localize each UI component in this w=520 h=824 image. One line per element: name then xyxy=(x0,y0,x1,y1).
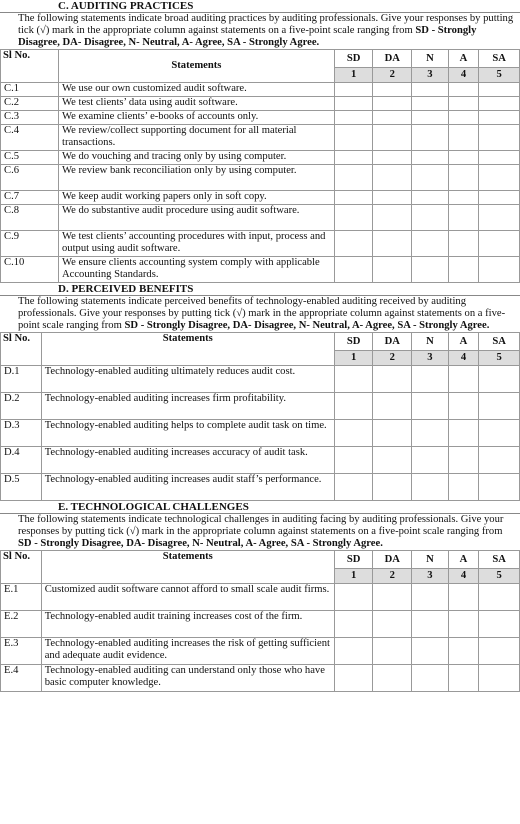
statement-text: We do substantive audit procedure using audit software. xyxy=(59,205,335,231)
table-row xyxy=(1,257,520,283)
response-cell-a[interactable] xyxy=(448,665,479,692)
scale-header-da: DA xyxy=(373,333,412,351)
response-cell-sa[interactable] xyxy=(479,205,520,231)
table-row xyxy=(1,165,520,191)
response-cell-sd[interactable] xyxy=(334,83,373,97)
response-cell-n[interactable] xyxy=(412,611,449,638)
response-cell-n[interactable] xyxy=(412,151,449,165)
sl-no-header: Sl No. xyxy=(1,50,59,83)
statement-text: Technology-enabled auditing increases accuracy of audit task. xyxy=(41,447,334,474)
response-cell-a[interactable] xyxy=(448,638,479,665)
response-cell-sa[interactable] xyxy=(479,393,520,420)
response-cell-n[interactable] xyxy=(412,447,449,474)
table-row xyxy=(1,151,520,165)
statement-text: Technology-enabled auditing increases the risk of getting sufficient and adequate audit evidence. xyxy=(41,638,334,665)
row-id: C.2 xyxy=(1,97,59,111)
section-intro xyxy=(0,513,520,550)
statement-text: Technology-enabled auditing increases audit staff’s performance. xyxy=(41,474,334,501)
row-id: C.10 xyxy=(1,257,59,283)
response-cell-a[interactable] xyxy=(448,165,479,191)
scale-header-sd: SD xyxy=(334,551,373,569)
response-cell-da[interactable] xyxy=(373,584,412,611)
row-id: E.3 xyxy=(1,638,42,665)
statement-text: We test clients’ data using audit software. xyxy=(59,97,335,111)
row-id: D.3 xyxy=(1,420,42,447)
response-cell-da[interactable] xyxy=(373,83,412,97)
response-cell-a[interactable] xyxy=(448,420,479,447)
statements-header: Statements xyxy=(41,333,334,366)
response-cell-a[interactable] xyxy=(448,474,479,501)
statement-text: We use our own customized audit software. xyxy=(59,83,335,97)
response-cell-da[interactable] xyxy=(373,205,412,231)
response-cell-a[interactable] xyxy=(448,231,479,257)
table-row xyxy=(1,393,520,420)
response-cell-da[interactable] xyxy=(373,111,412,125)
response-table xyxy=(0,550,520,692)
statement-text: Technology-enabled audit training increases cost of the firm. xyxy=(41,611,334,638)
sl-no-header: Sl No. xyxy=(1,333,42,366)
section-title: E. TECHNOLOGICAL CHALLENGES xyxy=(58,501,249,513)
scale-header-n: N xyxy=(412,333,449,351)
response-cell-da[interactable] xyxy=(373,611,412,638)
section-title: C. AUDITING PRACTICES xyxy=(58,0,194,12)
response-cell-da[interactable] xyxy=(373,665,412,692)
table-row xyxy=(1,83,520,97)
response-cell-sd[interactable] xyxy=(334,165,373,191)
response-cell-sa[interactable] xyxy=(479,474,520,501)
row-id: C.4 xyxy=(1,125,59,151)
statement-text: We review/collect supporting document for all material transactions. xyxy=(59,125,335,151)
response-cell-a[interactable] xyxy=(448,205,479,231)
scale-number: 2 xyxy=(373,351,412,366)
intro-text: The following statements indicate technological challenges in auditing facing by auditing professionals. Give your responses by putting tick (√) mark in the appropriate column against statements on a five-point scale ranging from xyxy=(18,514,504,537)
scale-number: 1 xyxy=(334,569,373,584)
table-row xyxy=(1,111,520,125)
response-cell-n[interactable] xyxy=(412,420,449,447)
statements-header: Statements xyxy=(41,551,334,584)
scale-number: 2 xyxy=(373,68,412,83)
response-cell-n[interactable] xyxy=(412,366,449,393)
table-row xyxy=(1,474,520,501)
response-cell-da[interactable] xyxy=(373,231,412,257)
response-cell-sa[interactable] xyxy=(479,366,520,393)
header-row xyxy=(1,551,520,569)
response-cell-a[interactable] xyxy=(448,111,479,125)
scale-header-sa: SA xyxy=(479,333,520,351)
response-cell-sd[interactable] xyxy=(334,611,373,638)
table-row xyxy=(1,447,520,474)
response-cell-sd[interactable] xyxy=(334,474,373,501)
row-id: C.9 xyxy=(1,231,59,257)
scale-number: 5 xyxy=(479,68,520,83)
response-cell-a[interactable] xyxy=(448,191,479,205)
response-cell-n[interactable] xyxy=(412,97,449,111)
response-cell-da[interactable] xyxy=(373,97,412,111)
row-id: C.7 xyxy=(1,191,59,205)
row-id: C.3 xyxy=(1,111,59,125)
response-cell-sd[interactable] xyxy=(334,125,373,151)
response-cell-n[interactable] xyxy=(412,125,449,151)
statement-text: We keep audit working papers only in soft copy. xyxy=(59,191,335,205)
response-cell-sd[interactable] xyxy=(334,111,373,125)
scale-header-sd: SD xyxy=(334,50,373,68)
table-row xyxy=(1,420,520,447)
response-cell-n[interactable] xyxy=(412,665,449,692)
statement-text: Technology-enabled auditing ultimately reduces audit cost. xyxy=(41,366,334,393)
scale-legend: SD - Strongly Disagree, DA- Disagree, N- Neutral, A- Agree, SA - Strongly Agree. xyxy=(18,25,477,48)
scale-number: 2 xyxy=(373,569,412,584)
response-cell-da[interactable] xyxy=(373,165,412,191)
scale-header-a: A xyxy=(448,551,479,569)
scale-header-da: DA xyxy=(373,50,412,68)
statements-header: Statements xyxy=(59,50,335,83)
response-cell-sd[interactable] xyxy=(334,447,373,474)
table-row xyxy=(1,205,520,231)
scale-number: 3 xyxy=(412,351,449,366)
scale-number: 4 xyxy=(448,569,479,584)
scale-number: 4 xyxy=(448,68,479,83)
response-cell-sd[interactable] xyxy=(334,665,373,692)
intro-text: The following statements indicate perceived benefits of technology-enabled auditing received by auditing professionals. Give your responses by putting tick (√) mark in the appropriate column against statements on a five-point scale ranging from xyxy=(18,296,506,331)
scale-header-sa: SA xyxy=(479,50,520,68)
response-cell-da[interactable] xyxy=(373,420,412,447)
scale-header-da: DA xyxy=(373,551,412,569)
scale-legend: SD - Strongly Disagree, DA- Disagree, N- Neutral, A- Agree, SA - Strongly Agree. xyxy=(18,538,383,549)
scale-header-n: N xyxy=(412,50,449,68)
row-id: C.5 xyxy=(1,151,59,165)
response-cell-a[interactable] xyxy=(448,584,479,611)
table-row xyxy=(1,638,520,665)
scale-header-sa: SA xyxy=(479,551,520,569)
statement-text: We ensure clients accounting system comply with applicable Accounting Standards. xyxy=(59,257,335,283)
statement-text: We review bank reconciliation only by using computer. xyxy=(59,165,335,191)
response-cell-sa[interactable] xyxy=(479,447,520,474)
response-cell-sd[interactable] xyxy=(334,257,373,283)
section-title: D. PERCEIVED BENEFITS xyxy=(58,283,194,295)
header-row xyxy=(1,50,520,68)
statement-text: We examine clients’ e-books of accounts only. xyxy=(59,111,335,125)
scale-header-a: A xyxy=(448,333,479,351)
response-cell-a[interactable] xyxy=(448,125,479,151)
scale-number: 5 xyxy=(479,569,520,584)
row-id: E.2 xyxy=(1,611,42,638)
table-row xyxy=(1,584,520,611)
statement-text: We test clients’ accounting procedures with input, process and output using audit software. xyxy=(59,231,335,257)
row-id: D.4 xyxy=(1,447,42,474)
response-cell-sd[interactable] xyxy=(334,638,373,665)
table-row xyxy=(1,191,520,205)
scale-number: 5 xyxy=(479,351,520,366)
response-table xyxy=(0,332,520,501)
section-intro xyxy=(0,295,520,332)
scale-header-n: N xyxy=(412,551,449,569)
statement-text: Technology-enabled auditing increases firm profitability. xyxy=(41,393,334,420)
table-row xyxy=(1,231,520,257)
response-cell-sa[interactable] xyxy=(479,231,520,257)
scale-number: 3 xyxy=(412,68,449,83)
row-id: D.2 xyxy=(1,393,42,420)
response-cell-sa[interactable] xyxy=(479,165,520,191)
response-cell-sd[interactable] xyxy=(334,393,373,420)
table-row xyxy=(1,611,520,638)
response-cell-a[interactable] xyxy=(448,611,479,638)
response-cell-n[interactable] xyxy=(412,111,449,125)
statement-text: Technology-enabled auditing can understand only those who have basic computer knowledge. xyxy=(41,665,334,692)
table-row xyxy=(1,366,520,393)
response-cell-da[interactable] xyxy=(373,474,412,501)
response-cell-a[interactable] xyxy=(448,366,479,393)
row-id: C.6 xyxy=(1,165,59,191)
scale-number: 3 xyxy=(412,569,449,584)
response-cell-n[interactable] xyxy=(412,474,449,501)
response-cell-n[interactable] xyxy=(412,584,449,611)
table-row xyxy=(1,125,520,151)
response-cell-sa[interactable] xyxy=(479,611,520,638)
response-cell-sd[interactable] xyxy=(334,584,373,611)
response-cell-n[interactable] xyxy=(412,638,449,665)
response-cell-a[interactable] xyxy=(448,151,479,165)
row-id: D.5 xyxy=(1,474,42,501)
response-cell-sd[interactable] xyxy=(334,420,373,447)
response-cell-sa[interactable] xyxy=(479,665,520,692)
row-id: D.1 xyxy=(1,366,42,393)
response-cell-sa[interactable] xyxy=(479,151,520,165)
response-cell-sa[interactable] xyxy=(479,257,520,283)
header-row xyxy=(1,333,520,351)
scale-number: 1 xyxy=(334,351,373,366)
response-cell-n[interactable] xyxy=(412,257,449,283)
response-cell-sa[interactable] xyxy=(479,191,520,205)
row-id: E.1 xyxy=(1,584,42,611)
response-cell-n[interactable] xyxy=(412,191,449,205)
response-cell-sa[interactable] xyxy=(479,83,520,97)
response-cell-da[interactable] xyxy=(373,366,412,393)
response-cell-sa[interactable] xyxy=(479,97,520,111)
table-row xyxy=(1,97,520,111)
response-cell-sd[interactable] xyxy=(334,231,373,257)
scale-number: 4 xyxy=(448,351,479,366)
statement-text: Technology-enabled auditing helps to complete audit task on time. xyxy=(41,420,334,447)
response-cell-da[interactable] xyxy=(373,393,412,420)
response-cell-da[interactable] xyxy=(373,257,412,283)
scale-header-sd: SD xyxy=(334,333,373,351)
row-id: E.4 xyxy=(1,665,42,692)
response-cell-n[interactable] xyxy=(412,231,449,257)
response-cell-n[interactable] xyxy=(412,393,449,420)
response-table xyxy=(0,49,520,283)
response-cell-da[interactable] xyxy=(373,447,412,474)
response-cell-sd[interactable] xyxy=(334,366,373,393)
response-cell-n[interactable] xyxy=(412,83,449,97)
scale-header-a: A xyxy=(448,50,479,68)
table-row xyxy=(1,665,520,692)
response-cell-sd[interactable] xyxy=(334,97,373,111)
response-cell-sa[interactable] xyxy=(479,584,520,611)
response-cell-da[interactable] xyxy=(373,191,412,205)
response-cell-sd[interactable] xyxy=(334,151,373,165)
row-id: C.1 xyxy=(1,83,59,97)
response-cell-a[interactable] xyxy=(448,447,479,474)
intro-text: The following statements indicate broad auditing practices by auditing professionals. Give your responses by putting tick (√) mark in the appropriate column against statements on a five-point scale ranging from xyxy=(18,13,514,36)
response-cell-a[interactable] xyxy=(448,257,479,283)
statement-text: Customized audit software cannot afford to small scale audit firms. xyxy=(41,584,334,611)
response-cell-sd[interactable] xyxy=(334,191,373,205)
response-cell-da[interactable] xyxy=(373,125,412,151)
response-cell-n[interactable] xyxy=(412,165,449,191)
response-cell-sa[interactable] xyxy=(479,111,520,125)
response-cell-a[interactable] xyxy=(448,97,479,111)
sl-no-header: Sl No. xyxy=(1,551,42,584)
response-cell-da[interactable] xyxy=(373,638,412,665)
response-cell-sa[interactable] xyxy=(479,638,520,665)
response-cell-sa[interactable] xyxy=(479,125,520,151)
statement-text: We do vouching and tracing only by using computer. xyxy=(59,151,335,165)
scale-legend: SD - Strongly Disagree, DA- Disagree, N- Neutral, A- Agree, SA - Strongly Agree. xyxy=(124,320,490,331)
response-cell-n[interactable] xyxy=(412,205,449,231)
row-id: C.8 xyxy=(1,205,59,231)
response-cell-sd[interactable] xyxy=(334,205,373,231)
response-cell-a[interactable] xyxy=(448,393,479,420)
response-cell-da[interactable] xyxy=(373,151,412,165)
section-intro xyxy=(0,12,520,49)
scale-number: 1 xyxy=(334,68,373,83)
response-cell-sa[interactable] xyxy=(479,420,520,447)
response-cell-a[interactable] xyxy=(448,83,479,97)
